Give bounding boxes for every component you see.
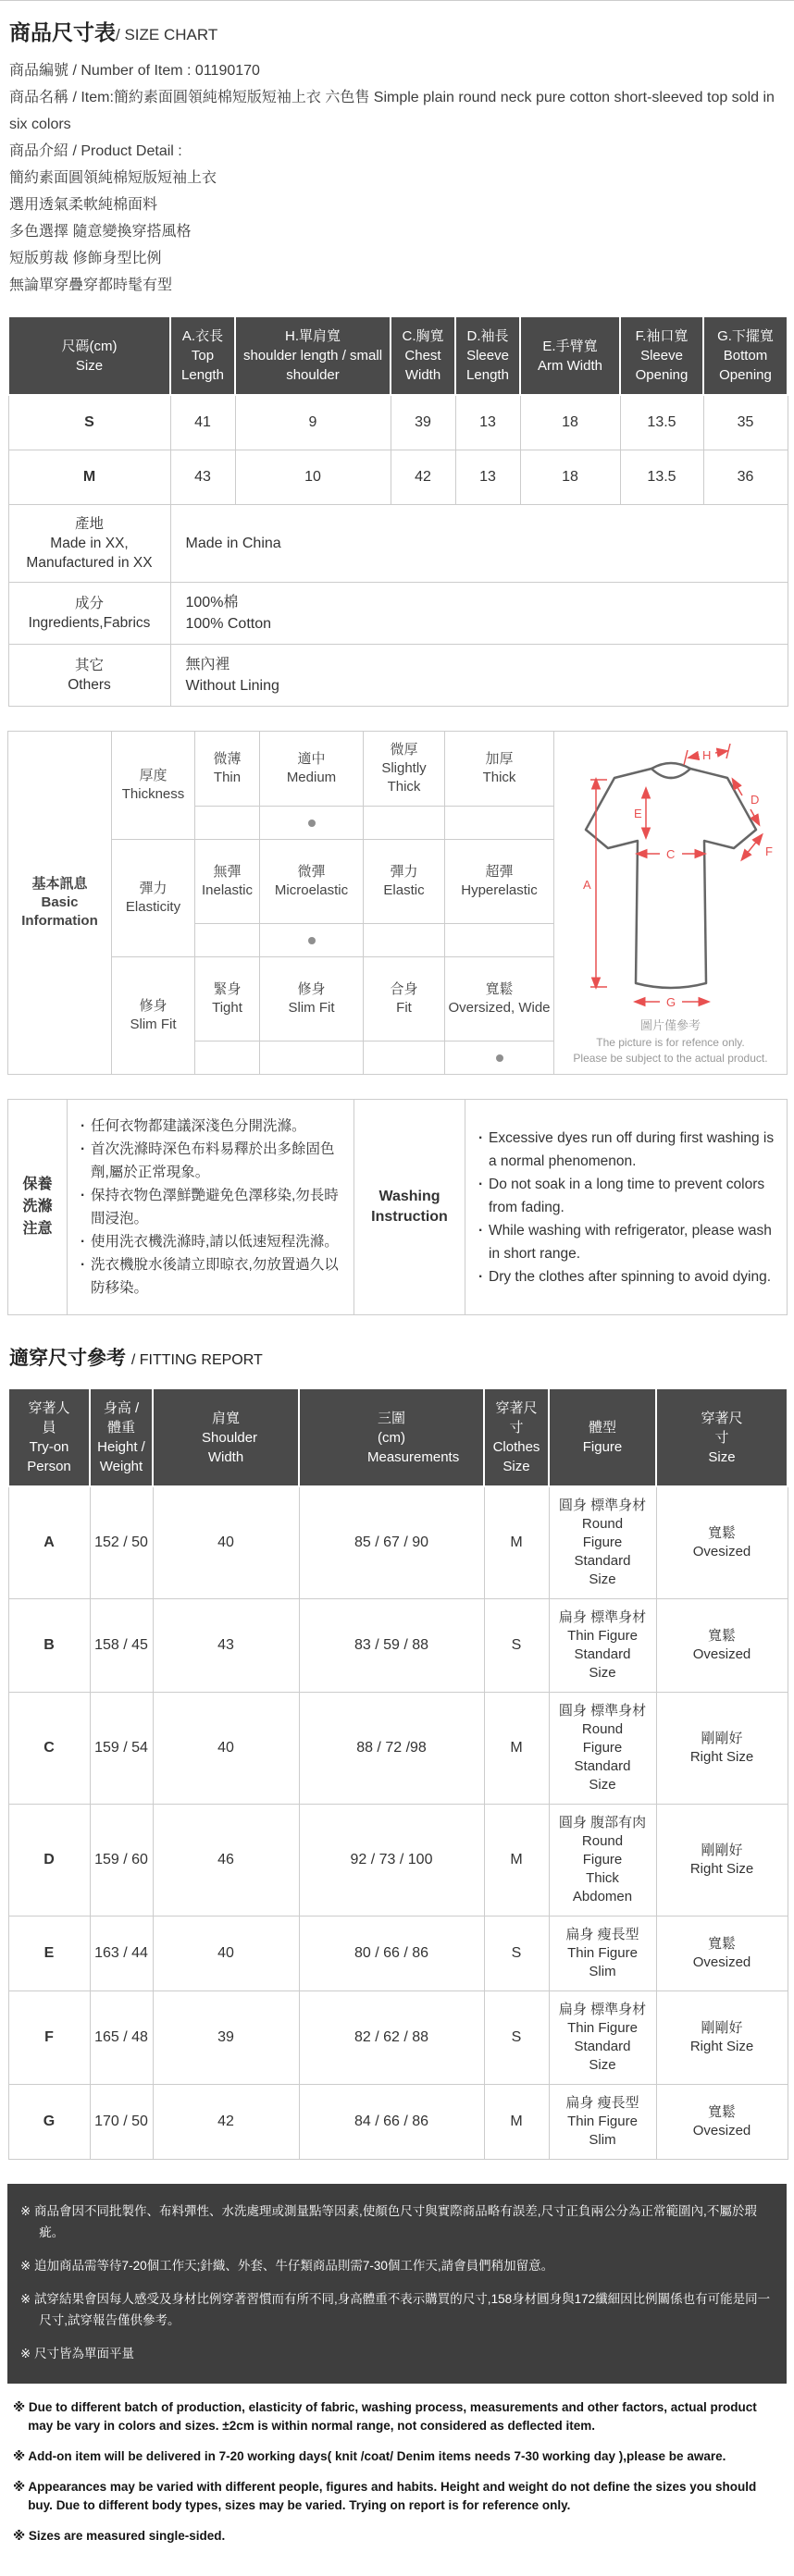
size-value-cell: 18 <box>520 450 620 505</box>
product-detail-label: 商品介紹 / Product Detail : <box>9 143 182 159</box>
fit-result-en: Right Size <box>689 1749 754 1765</box>
figure-cell <box>549 1599 656 1693</box>
footer-note: ※ 追加商品需等待7-20個工作天;針織、外套、牛仔類商品則需7-30個工作天,請會員們稍加留意。 <box>20 2259 554 2273</box>
footer-note: ※ 試穿結果會因每人感受及身材比例穿著習慣而有所不同,身高體重不表示購買的尺寸,158身材圓身與172纖細因比例關係也有可能是同一尺寸,試穿報告僅供參考。 <box>20 2292 771 2327</box>
height-weight-cell: 152 / 50 <box>90 1486 153 1599</box>
figure-en: Thin Figure Standard Size <box>567 1628 638 1681</box>
fit-result-zh: 寬鬆 <box>707 1628 736 1644</box>
person-cell: B <box>8 1599 90 1693</box>
size-value-cell: 13 <box>455 450 520 505</box>
size-value-cell: 10 <box>235 450 391 505</box>
height-weight-cell: 158 / 45 <box>90 1599 153 1693</box>
measurement-diagram-cell <box>554 732 788 1075</box>
figure-en: Round Figure Thick Abdomen <box>572 1833 633 1904</box>
header-label-zh: H.單肩寬 <box>284 328 341 344</box>
header-label-en: Top Length <box>181 348 224 383</box>
product-detail-line <box>9 165 785 191</box>
washing-label-cell <box>8 1100 68 1315</box>
size-row <box>8 395 788 450</box>
header-label-zh: 尺碼(cm) <box>61 338 118 354</box>
clothes-size-cell: M <box>484 2085 549 2160</box>
product-detail-text: 多色選擇 隨意變換穿搭風格 <box>9 224 192 240</box>
clothes-size-cell: M <box>484 1805 549 1917</box>
person-cell: C <box>8 1693 90 1805</box>
fit-result-zh: 剛剛好 <box>701 1731 743 1746</box>
shoulder-cell: 40 <box>153 1693 299 1805</box>
height-weight-cell: 159 / 60 <box>90 1805 153 1917</box>
header-label-zh: C.胸寬 <box>402 328 444 344</box>
measurements-cell: 85 / 67 / 90 <box>299 1486 484 1599</box>
diagram-label-g: G <box>665 995 676 1009</box>
product-detail-text: 選用透氣柔軟純棉面料 <box>9 197 158 213</box>
thickness-options-row <box>8 732 788 807</box>
height-weight-cell: 163 / 44 <box>90 1917 153 1991</box>
washing-note: · Do not soak in a long time to prevent colors from fading. <box>477 1173 775 1219</box>
header-label-en: Figure <box>582 1439 623 1455</box>
header-label-en: Sleeve Length <box>466 348 509 383</box>
size-chart-header-cell <box>520 316 620 395</box>
fit-result-en: Ovesized <box>692 1954 751 1970</box>
info-label-zh: 其它 <box>74 658 104 673</box>
product-header <box>0 1 794 302</box>
footer-notes-en <box>0 2384 794 2576</box>
washing-note: · Dry the clothes after spinning to avoid dying. <box>477 1265 775 1288</box>
size-chart-header-cell <box>703 316 788 395</box>
size-value-cell: 18 <box>520 395 620 450</box>
figure-cell <box>549 1991 656 2085</box>
product-info-row <box>8 645 788 707</box>
header-label-zh: G.下擺寬 <box>717 328 774 344</box>
option-thin: 微薄 Thin <box>195 732 260 807</box>
footer-note: ※ Due to different batch of production, elasticity of fabric, washing process, measurements and other factors, actual product may be vary in colors and sizes. ±2cm is within normal range, not considered as deflected item. <box>13 2400 757 2433</box>
header-label-zh: A.衣長 <box>181 328 224 344</box>
figure-cell <box>549 1805 656 1917</box>
size-value-cell: 13 <box>455 395 520 450</box>
size-value-cell: 9 <box>235 395 391 450</box>
header-label-en: Measurements <box>367 1448 460 1465</box>
height-weight-cell: 170 / 50 <box>90 2085 153 2160</box>
figure-zh: 圓身 腹部有肉 <box>558 1815 647 1830</box>
shoulder-cell: 46 <box>153 1805 299 1917</box>
size-chart-header-cell <box>455 316 520 395</box>
clothes-size-cell: S <box>484 1991 549 2085</box>
washing-row <box>8 1100 788 1315</box>
figure-en: Round Figure Standard Size <box>574 1721 631 1793</box>
product-detail-text: 短版剪裁 修飾身型比例 <box>9 251 162 266</box>
diagram-label-d: D <box>750 793 759 807</box>
item-number-line: 商品編號 / Number of Item : 01190170 <box>9 63 260 79</box>
basic-info-label-zh: 基本訊息 <box>31 876 88 892</box>
size-row <box>8 450 788 505</box>
size-chart-header-cell <box>8 316 170 395</box>
selected-dot-icon <box>308 937 316 944</box>
page-title-en: / SIZE CHART <box>116 26 218 43</box>
person-cell: G <box>8 2085 90 2160</box>
fitting-title-en: / FITTING REPORT <box>130 1352 263 1368</box>
header-label-en: Size <box>75 357 104 374</box>
option-microelastic: 微彈 Microelastic <box>260 840 364 924</box>
washing-note: · 洗衣機脫水後請立即晾衣,勿放置過久以防移染。 <box>79 1253 342 1300</box>
info-label-cell <box>8 645 170 707</box>
header-label-en: Sleeve Opening <box>635 348 689 383</box>
header-label-zh: 穿著尺寸 <box>495 1400 538 1436</box>
washing-note: · 保持衣物色澤鮮艷避免色澤移染,勿長時間浸泡。 <box>79 1184 342 1230</box>
product-detail-line <box>9 272 785 299</box>
footer-note: ※ 商品會因不同批製作、布料彈性、水洗處理或測量點等因素,使顏色尺寸與實際商品略有誤差,尺寸正負兩公分為正常範圍內,不屬於瑕疵。 <box>20 2204 757 2239</box>
header-label-zh: 肩寬 <box>211 1410 240 1426</box>
fitting-row <box>8 1917 788 1991</box>
info-label-zh: 產地 <box>74 516 104 532</box>
product-detail-lines <box>9 165 785 299</box>
header-label-en: Try-on Person <box>27 1439 71 1474</box>
info-value-line: Without Lining <box>185 678 279 694</box>
product-detail-line <box>9 245 785 272</box>
fit-result-cell <box>656 2085 788 2160</box>
fitting-header-cell <box>656 1388 788 1486</box>
page-title <box>9 16 785 46</box>
header-label-en: Shoulder Width <box>202 1429 258 1465</box>
height-weight-cell: 159 / 54 <box>90 1693 153 1805</box>
clothes-size-cell: S <box>484 1917 549 1991</box>
fitting-header-cell <box>90 1388 153 1486</box>
washing-label-zh: 保養洗滌注意 <box>22 1177 53 1237</box>
shoulder-cell: 40 <box>153 1917 299 1991</box>
clothes-size-cell: M <box>484 1486 549 1599</box>
header-label-en: Clothes Size <box>492 1439 540 1474</box>
product-detail-line <box>9 191 785 218</box>
size-chart-header-cell <box>620 316 703 395</box>
washing-table <box>7 1099 788 1315</box>
basic-info-label-cell <box>8 732 112 1075</box>
header-label-zh: D.袖長 <box>466 328 509 344</box>
item-name-line: 商品名稱 / Item:簡約素面圓領純棉短版短袖上衣 六色售 Simple plain round neck pure cotton short-sleeved top sold in six colors <box>9 90 775 132</box>
diagram-label-a: A <box>582 878 591 892</box>
selected-dot-icon <box>496 1054 503 1062</box>
washing-note: · While washing with refrigerator, please wash in short range. <box>477 1219 775 1265</box>
figure-zh: 圓身 標準身材 <box>558 1703 647 1719</box>
fit-result-zh: 寬鬆 <box>707 1936 736 1952</box>
washing-note: · 任何衣物都建議深淺色分開洗滌。 <box>79 1115 342 1138</box>
header-label-en: Size <box>708 1448 736 1465</box>
washing-note: · 使用洗衣機洗滌時,請以低速短程洗滌。 <box>79 1230 342 1253</box>
option-fit: 合身 Fit <box>364 957 445 1041</box>
info-label-cell <box>8 505 170 583</box>
attr-thickness: 厚度 Thickness <box>112 732 195 840</box>
diagram-label-e: E <box>633 807 642 820</box>
shoulder-cell: 39 <box>153 1991 299 2085</box>
washing-notes-zh-cell <box>68 1100 354 1315</box>
fitting-row <box>8 1805 788 1917</box>
measurements-cell: 88 / 72 /98 <box>299 1693 484 1805</box>
size-name-cell: M <box>8 450 170 505</box>
footer-note: ※ Add-on item will be delivered in 7-20 working days( knit /coat/ Denim items needs 7-30 working day ),please be aware. <box>13 2449 726 2463</box>
fit-result-zh: 剛剛好 <box>701 1843 743 1858</box>
measurements-cell: 84 / 66 / 86 <box>299 2085 484 2160</box>
size-chart-header-cell <box>235 316 391 395</box>
fitting-row <box>8 1693 788 1805</box>
figure-cell <box>549 1693 656 1805</box>
size-chart-table <box>7 315 788 707</box>
header-label-en: Chest Width <box>404 348 441 383</box>
size-chart-header <box>8 316 788 395</box>
fitting-header-cell <box>484 1388 549 1486</box>
size-value-cell: 41 <box>170 395 235 450</box>
option-inelastic: 無彈 Inelastic <box>195 840 260 924</box>
info-label-en: Ingredients,Fabrics <box>28 615 151 631</box>
fitting-header-cell <box>153 1388 299 1486</box>
option-slim-fit: 修身 Slim Fit <box>260 957 364 1041</box>
shoulder-cell: 43 <box>153 1599 299 1693</box>
person-cell: A <box>8 1486 90 1599</box>
footer-note: ※ Sizes are measured single-sided. <box>13 2529 226 2543</box>
shoulder-cell: 40 <box>153 1486 299 1599</box>
product-detail-text: 無論單穿疊穿都時髦有型 <box>9 277 173 293</box>
option-oversized: 寬鬆 Oversized, Wide <box>445 957 554 1041</box>
product-detail-line <box>9 218 785 245</box>
header-label-en: Bottom Opening <box>719 348 772 383</box>
figure-en: Round Figure Standard Size <box>574 1516 631 1587</box>
size-chart-header-cell <box>170 316 235 395</box>
fit-result-en: Ovesized <box>692 2123 751 2138</box>
fitting-header-cell <box>299 1388 484 1486</box>
footer-note: ※ 尺寸皆為單面平量 <box>20 2347 135 2360</box>
washing-notes-zh <box>71 1105 350 1309</box>
header-label-zh: E.手臂寬 <box>542 338 598 354</box>
attr-elasticity: 彈力 Elasticity <box>112 840 195 957</box>
fitting-report-table <box>7 1387 788 2160</box>
size-value-cell: 13.5 <box>620 450 703 505</box>
attr-slim-fit: 修身 Slim Fit <box>112 957 195 1075</box>
size-value-cell: 42 <box>391 450 455 505</box>
tshirt-measurement-diagram <box>563 739 779 1013</box>
fit-result-cell <box>656 1805 788 1917</box>
diagram-label-h: H <box>701 748 711 762</box>
washing-note: · Excessive dyes run off during first washing is a normal phenomenon. <box>477 1127 775 1173</box>
person-cell: F <box>8 1991 90 2085</box>
header-label-en: Arm Width <box>537 357 602 374</box>
basic-info-label-en: Basic Information <box>21 894 98 929</box>
figure-zh: 圓身 標準身材 <box>558 1498 647 1513</box>
fitting-title-zh: 適穿尺寸參考 <box>9 1348 126 1369</box>
fit-result-en: Right Size <box>689 2039 754 2054</box>
info-value-cell <box>170 583 788 645</box>
selected-dot-icon <box>308 820 316 827</box>
fitting-report-title <box>0 1339 794 1374</box>
fit-result-cell <box>656 1693 788 1805</box>
fitting-row <box>8 1486 788 1599</box>
info-value-line: Made in China <box>185 536 281 551</box>
clothes-size-cell: S <box>484 1599 549 1693</box>
washing-label-en: Washing Instruction <box>371 1189 448 1225</box>
product-detail-text: 簡約素面圓領純棉短版短袖上衣 <box>9 170 217 186</box>
fit-result-zh: 寬鬆 <box>707 2104 736 2120</box>
size-name-cell: S <box>8 395 170 450</box>
figure-cell <box>549 2085 656 2160</box>
figure-cell <box>549 1486 656 1599</box>
option-hyperelastic: 超彈 Hyperelastic <box>445 840 554 924</box>
fit-result-cell <box>656 1917 788 1991</box>
diagram-caption-en: Please be subject to the actual product. <box>573 1052 768 1065</box>
fit-result-zh: 剛剛好 <box>701 2020 743 2036</box>
washing-notes-en-cell <box>465 1100 788 1315</box>
info-label-cell <box>8 583 170 645</box>
figure-cell <box>549 1917 656 1991</box>
person-cell: D <box>8 1805 90 1917</box>
fit-result-en: Ovesized <box>692 1646 751 1662</box>
product-info-row <box>8 583 788 645</box>
washing-label-en-cell <box>354 1100 465 1315</box>
measurements-cell: 82 / 62 / 88 <box>299 1991 484 2085</box>
info-label-en: Others <box>68 677 111 693</box>
fitting-header-cell <box>8 1388 90 1486</box>
size-value-cell: 13.5 <box>620 395 703 450</box>
fit-result-cell <box>656 1599 788 1693</box>
header-label-zh: 體型 <box>588 1420 616 1436</box>
fit-result-zh: 寬鬆 <box>707 1525 736 1541</box>
diagram-caption-en: The picture is for refence only. <box>596 1036 745 1049</box>
header-label-zh: 身高 / 體重 <box>103 1400 140 1436</box>
size-value-cell: 39 <box>391 395 455 450</box>
option-tight: 緊身 Tight <box>195 957 260 1041</box>
info-value-line: 100% Cotton <box>185 616 272 632</box>
fitting-row <box>8 1599 788 1693</box>
figure-en: Thin Figure Standard Size <box>567 2020 638 2073</box>
fit-result-en: Right Size <box>689 1861 754 1877</box>
figure-en: Thin Figure Slim <box>567 2114 638 2148</box>
option-elastic: 彈力 Elastic <box>364 840 445 924</box>
figure-zh: 扁身 瘦長型 <box>565 1927 639 1942</box>
person-cell: E <box>8 1917 90 1991</box>
size-value-cell: 35 <box>703 395 788 450</box>
option-thick: 加厚 Thick <box>445 732 554 807</box>
figure-zh: 扁身 標準身材 <box>558 1609 647 1625</box>
height-weight-cell: 165 / 48 <box>90 1991 153 2085</box>
clothes-size-cell: M <box>484 1693 549 1805</box>
fitting-header <box>8 1388 788 1486</box>
fitting-header-cell <box>549 1388 656 1486</box>
diagram-label-c: C <box>665 847 675 861</box>
header-label-en: shoulder length / small shoulder <box>242 348 383 383</box>
product-info-row <box>8 505 788 583</box>
diagram-caption-zh: 圖片僅參考 <box>639 1018 701 1032</box>
fit-result-cell <box>656 1486 788 1599</box>
info-value-line: 無內裡 <box>185 657 230 672</box>
size-value-cell: 43 <box>170 450 235 505</box>
info-value-line: 100%棉 <box>185 595 239 610</box>
fitting-row <box>8 1991 788 2085</box>
size-value-cell: 36 <box>703 450 788 505</box>
washing-notes-en <box>469 1117 783 1298</box>
info-label-en: Made in XX, Manufactured in XX <box>26 536 153 571</box>
figure-en: Thin Figure Slim <box>567 1945 638 1979</box>
fitting-row <box>8 2085 788 2160</box>
option-slightly-thick: 微厚 Slightly Thick <box>364 732 445 807</box>
figure-zh: 扁身 瘦長型 <box>565 2095 639 2111</box>
header-label-zh: 穿著人員 <box>28 1400 70 1436</box>
measurements-cell: 83 / 59 / 88 <box>299 1599 484 1693</box>
size-chart-header-cell <box>391 316 455 395</box>
measurements-cell: 92 / 73 / 100 <box>299 1805 484 1917</box>
fit-result-en: Ovesized <box>692 1544 751 1559</box>
header-label-en: Height / Weight <box>97 1439 145 1474</box>
footer-note: ※ Appearances may be varied with different people, figures and habits. Height and weight do not define the sizes you should buy. Due to different body types, sizes may be varied. Trying on report is for reference only. <box>13 2480 757 2512</box>
footer-notes-zh <box>7 2184 787 2384</box>
header-label-zh: 三圍(cm) <box>377 1410 405 1446</box>
info-label-zh: 成分 <box>74 596 104 611</box>
basic-info-table <box>7 731 788 1075</box>
figure-zh: 扁身 標準身材 <box>558 2002 647 2017</box>
header-label-zh: F.袖口寬 <box>635 328 689 344</box>
header-label-zh: 穿著尺寸 <box>701 1410 743 1446</box>
shoulder-cell: 42 <box>153 2085 299 2160</box>
measurements-cell: 80 / 66 / 86 <box>299 1917 484 1991</box>
washing-note: · 首次洗滌時深色布料易釋於出多餘固色劑,屬於正常現象。 <box>79 1138 342 1184</box>
diagram-label-f: F <box>764 844 773 858</box>
info-value-cell <box>170 645 788 707</box>
page-title-zh: 商品尺寸表 <box>9 20 116 44</box>
fit-result-cell <box>656 1991 788 2085</box>
option-medium: 適中 Medium <box>260 732 364 807</box>
info-value-cell <box>170 505 788 583</box>
